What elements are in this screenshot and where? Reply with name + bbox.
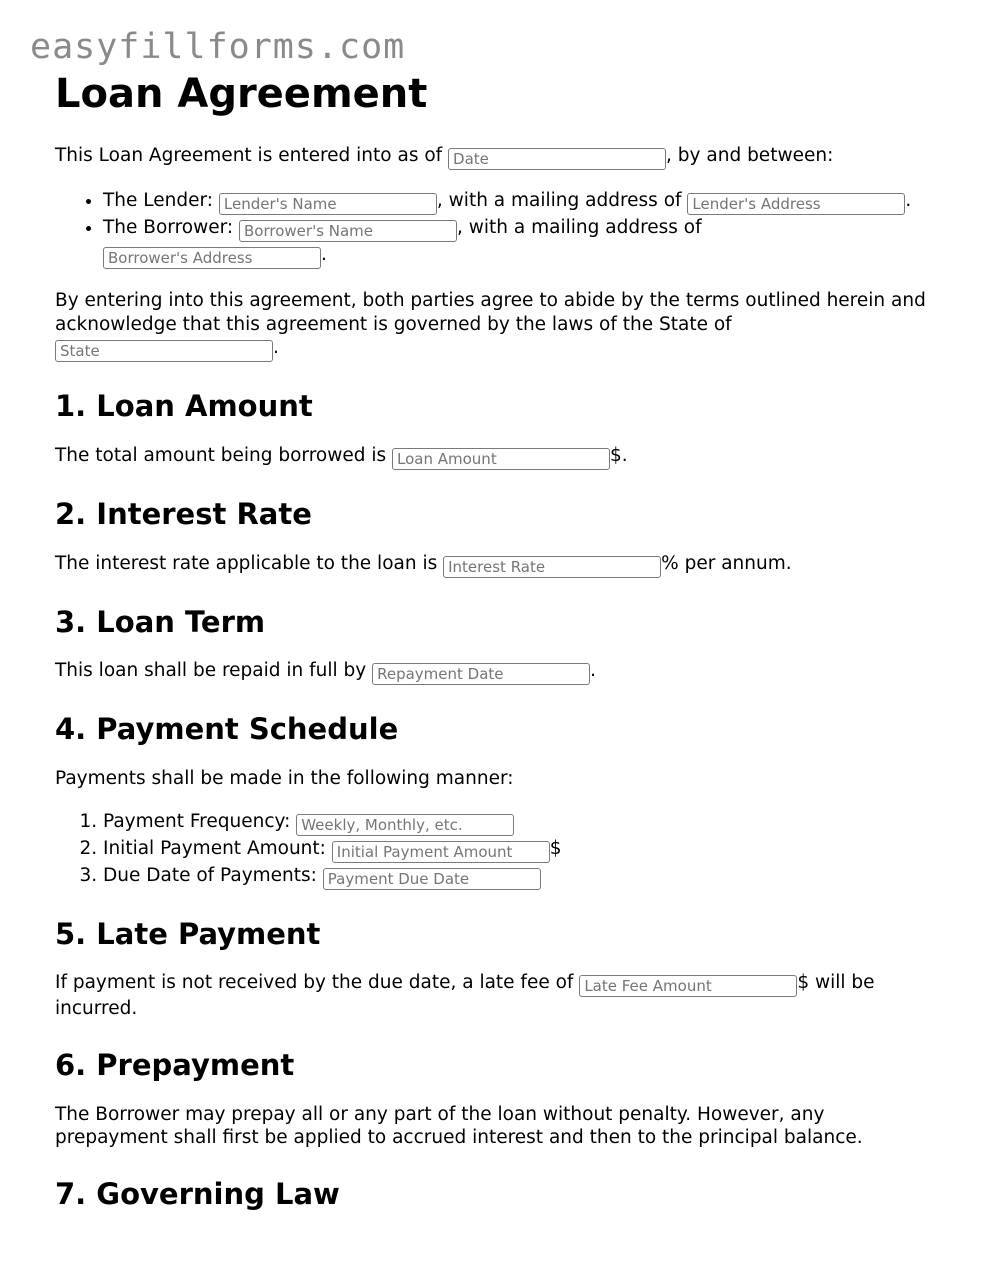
governing-law-heading: 7. Governing Law <box>55 1176 340 1211</box>
late-fee-input[interactable] <box>579 975 797 997</box>
initial-payment-end: $ <box>549 837 562 859</box>
lender-item <box>103 188 935 215</box>
intro-text-after: , by and between: <box>666 145 834 166</box>
intro-paragraph <box>55 144 935 170</box>
loan-term-paragraph <box>55 659 935 685</box>
interest-rate-text: The interest rate applicable to the loan is <box>55 552 444 574</box>
payment-due-date-item <box>103 863 935 890</box>
governing-intro-text: By entering into this agreement, both parties agree to abide by the terms outlined herein and acknowledge that this agreement is governed by the laws of the State of <box>55 290 926 335</box>
borrower-end: . <box>321 244 327 265</box>
loan-amount-text: The total amount being borrowed is <box>55 444 393 466</box>
initial-payment-input[interactable] <box>332 841 550 863</box>
borrower-mid-text: , with a mailing address of <box>457 217 702 238</box>
loan-term-heading: 3. Loan Term <box>55 604 266 639</box>
late-payment-heading: 5. Late Payment <box>55 916 321 951</box>
late-payment-end: $ will be incurred. <box>55 972 875 1020</box>
borrower-label: The Borrower: <box>103 217 240 238</box>
payment-schedule-heading: 4. Payment Schedule <box>55 712 399 747</box>
payment-frequency-item <box>103 809 935 836</box>
borrower-address-input[interactable] <box>103 247 321 269</box>
initial-payment-item <box>103 836 935 863</box>
interest-rate-end: % per annum. <box>661 552 792 574</box>
borrower-item <box>103 215 935 269</box>
payment-due-date-label: Due Date of Payments: <box>103 864 323 886</box>
payment-schedule-text: Payments shall be made in the following manner: <box>55 768 514 790</box>
document-title: Loan Agreement <box>55 71 428 117</box>
prepayment-heading: 6. Prepayment <box>55 1047 295 1082</box>
payment-schedule-list <box>55 809 935 890</box>
loan-amount-heading: 1. Loan Amount <box>55 389 313 423</box>
payment-frequency-label: Payment Frequency: <box>103 810 297 832</box>
late-payment-paragraph <box>55 971 935 1021</box>
date-input[interactable] <box>448 148 666 170</box>
lender-name-input[interactable] <box>219 193 437 215</box>
lender-label: The Lender: <box>103 190 219 211</box>
interest-rate-heading: 2. Interest Rate <box>55 496 312 531</box>
prepayment-paragraph: The Borrower may prepay all or any part of the loan without penalty. However, any prepayment shall first be applied to accrued interest and then to the principal balance. <box>55 1103 863 1149</box>
lender-end: . <box>905 190 912 211</box>
document-body <box>55 70 935 1232</box>
governing-intro-end: . <box>273 337 279 358</box>
lender-address-input[interactable] <box>687 193 905 215</box>
governing-intro-paragraph <box>55 289 935 362</box>
loan-term-text: This loan shall be repaid in full by <box>55 660 373 682</box>
loan-amount-input[interactable] <box>392 448 610 470</box>
loan-term-end: . <box>590 660 596 682</box>
payment-due-date-input[interactable] <box>323 868 541 890</box>
initial-payment-label: Initial Payment Amount: <box>103 837 332 859</box>
state-input[interactable] <box>55 340 273 362</box>
loan-amount-end: $. <box>610 444 628 466</box>
watermark: easyfillforms.com <box>30 27 406 67</box>
payment-frequency-input[interactable] <box>296 814 514 836</box>
interest-rate-input[interactable] <box>443 556 661 578</box>
parties-list <box>55 188 935 269</box>
loan-amount-paragraph <box>55 444 935 470</box>
interest-rate-paragraph <box>55 552 935 578</box>
lender-mid-text: , with a mailing address of <box>436 190 688 211</box>
borrower-name-input[interactable] <box>239 220 457 242</box>
repayment-date-input[interactable] <box>372 663 590 685</box>
intro-text-before: This Loan Agreement is entered into as of <box>55 145 449 166</box>
late-payment-text: If payment is not received by the due date, a late fee of <box>55 972 580 994</box>
